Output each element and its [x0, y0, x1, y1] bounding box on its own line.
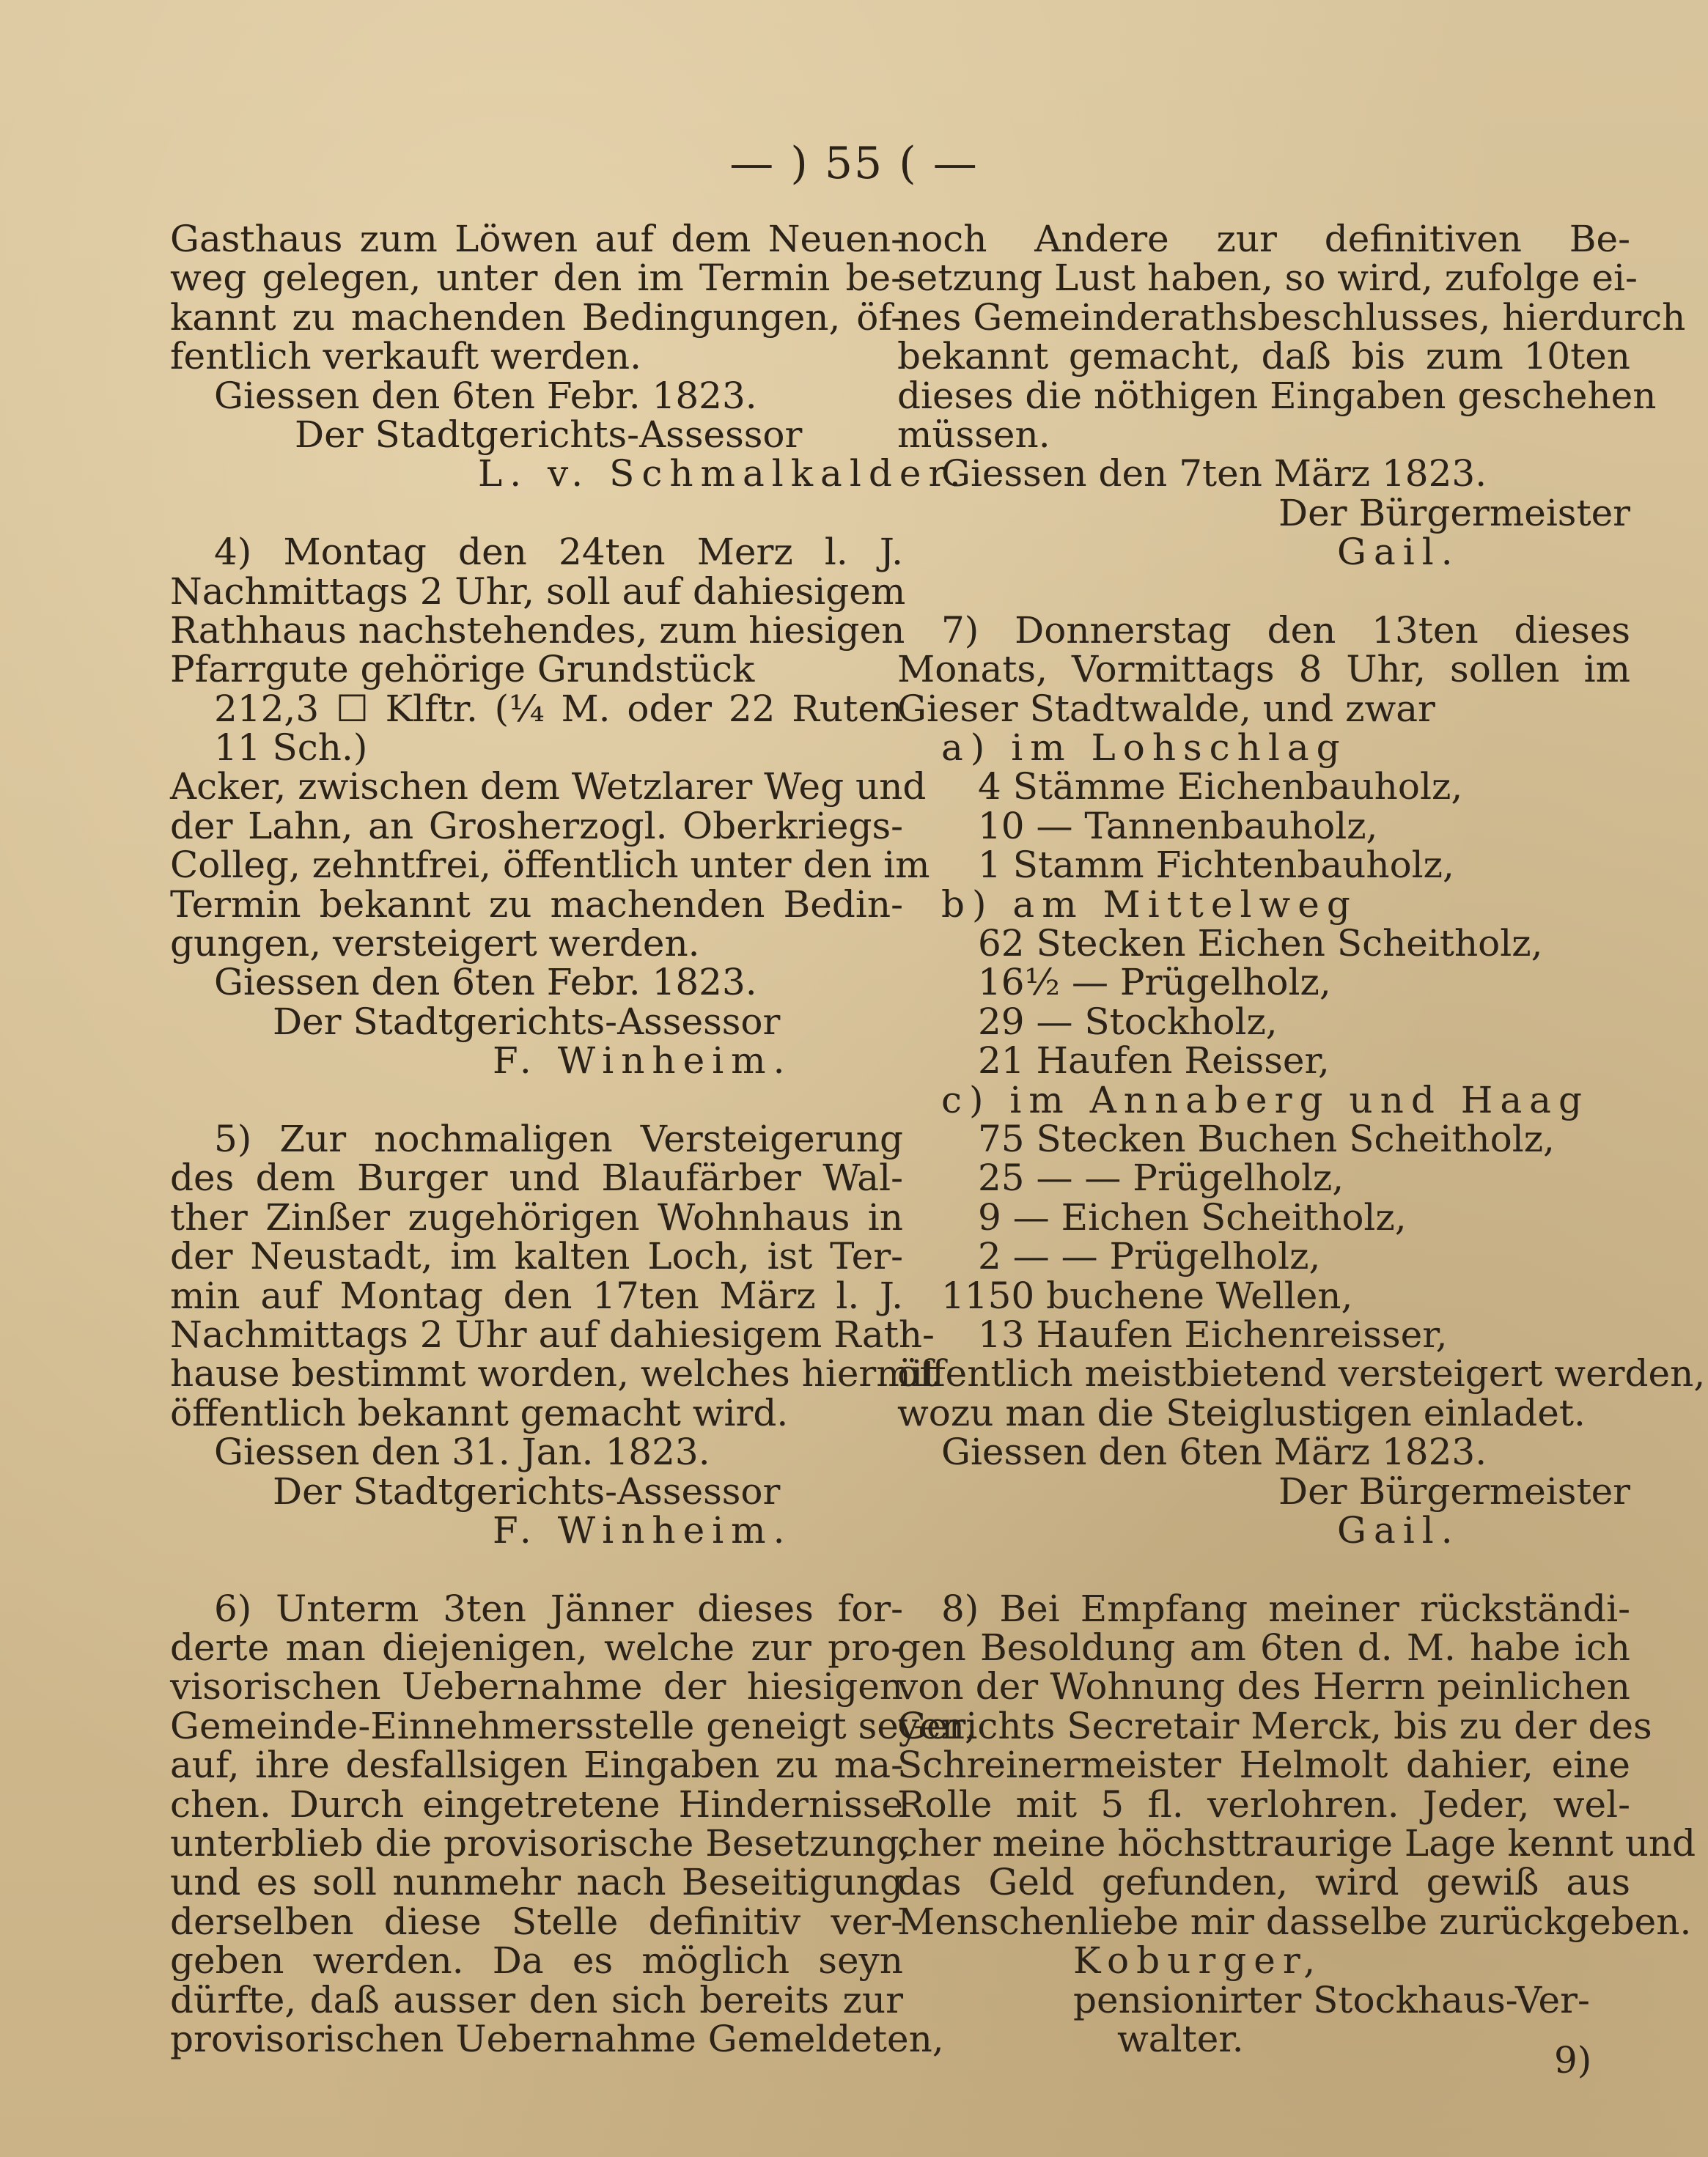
- text-line: öffentlich bekannt gemacht wird.: [170, 1391, 789, 1434]
- notice-4-grundstueck: [170, 531, 930, 1083]
- text-line: Nachmittags 2 Uhr, soll auf dahiesigem: [170, 569, 906, 613]
- text-line: noch Andere zur definitiven Be-: [897, 218, 1630, 260]
- right-column: [897, 218, 1706, 2060]
- list-item: 9 — Eichen Scheitholz,: [978, 1195, 1407, 1239]
- text-line: geben werden. Da es möglich seyn: [170, 1939, 903, 1983]
- text-line: 8) Bei Empfang meiner rückständi-: [941, 1587, 1630, 1630]
- text-line: von der Wohnung des Herrn peinlichen: [897, 1665, 1630, 1708]
- text-line: Menschenliebe mir dasselbe zurückgeben.: [897, 1900, 1692, 1943]
- text-line: cher meine höchsttraurige Lage kennt und: [897, 1822, 1696, 1865]
- text-line: Rolle mit 5 fl. verlohren. Jeder, wel-: [897, 1782, 1630, 1826]
- signer-name: L. v. Schmalkalder.: [478, 452, 968, 495]
- list-item: 25 — — Prügelholz,: [978, 1157, 1344, 1200]
- text-line: dieses die nöthigen Eingaben geschehen: [897, 374, 1657, 417]
- text-line: Rathhaus nachstehendes, zum hiesigen: [170, 608, 905, 652]
- signer-name: Gail.: [1337, 1508, 1460, 1552]
- signer-name: Koburger,: [1073, 1939, 1323, 1983]
- text-line: provisorischen Uebernahme Gemeldeten,: [170, 2017, 944, 2060]
- text-line: 5) Zur nochmaligen Versteigerung: [214, 1117, 903, 1160]
- signer-title: Der Bürgermeister: [1278, 491, 1631, 534]
- notice-8-verlust: [897, 1587, 1696, 2060]
- page-header: — ) 55 ( —: [729, 138, 979, 189]
- catchword: 9): [1554, 2039, 1592, 2082]
- text-line: das Geld gefunden, wird gewiß aus: [897, 1861, 1630, 1904]
- signer-title: Der Bürgermeister: [1278, 1470, 1631, 1513]
- list-item: 29 — Stockholz,: [978, 1000, 1278, 1043]
- list-item: 4 Stämme Eichenbauholz,: [978, 765, 1463, 808]
- text-line: visorischen Uebernahme der hiesigen: [170, 1665, 903, 1708]
- text-line: chen. Durch eingetretene Hindernisse: [170, 1782, 903, 1826]
- text-line: 6) Unterm 3ten Jänner dieses for-: [214, 1587, 903, 1630]
- list-item: 21 Haufen Reisser,: [978, 1039, 1330, 1083]
- text-line: der Neustadt, im kalten Loch, ist Ter-: [170, 1235, 903, 1278]
- text-line: gen Besoldung am 6ten d. M. habe ich: [897, 1626, 1630, 1670]
- text-line: Colleg, zehntfrei, öffentlich unter den im: [170, 844, 930, 887]
- text-line: derselben diese Stelle definitiv ver-: [170, 1900, 903, 1943]
- text-line: Schreinermeister Helmolt dahier, eine: [897, 1744, 1630, 1787]
- section-heading-c: c) im Annaberg und Haag: [941, 1078, 1589, 1121]
- notice-6-continued: [897, 218, 1686, 574]
- signer-title: pensionirter Stockhaus-Ver-: [1073, 1978, 1590, 2021]
- text-line: Termin bekannt zu machenden Bedin-: [170, 882, 903, 926]
- text-line: Gasthaus zum Löwen auf dem Neuen-: [170, 218, 903, 260]
- list-item: 1150 buchene Wellen,: [941, 1274, 1353, 1317]
- text-line: Gieser Stadtwalde, und zwar: [897, 687, 1435, 730]
- notice-7-holzversteigerung: [897, 608, 1706, 1552]
- text-line: nes Gemeinderathsbeschlusses, hierdurch: [897, 295, 1686, 339]
- text-line: müssen.: [897, 413, 1050, 456]
- list-item: 75 Stecken Buchen Scheitholz,: [978, 1117, 1555, 1160]
- signer-name: F. Winheim.: [493, 1039, 792, 1083]
- text-line: 212,3 ☐ Klftr. (¼ M. oder 22 Ruten: [214, 687, 903, 730]
- text-line: und es soll nunmehr nach Beseitigung: [170, 1861, 903, 1904]
- text-line: Monats, Vormittags 8 Uhr, sollen im: [897, 648, 1630, 691]
- list-item: 1 Stamm Fichtenbauholz,: [978, 844, 1454, 887]
- text-line: kannt zu machenden Bedingungen, öf-: [170, 295, 903, 339]
- text-line: unterblieb die provisorische Besetzung,: [170, 1822, 911, 1865]
- signer-name: F. Winheim.: [493, 1508, 792, 1552]
- notice-5-versteigerung: [170, 1117, 938, 1552]
- text-line: öffentlich meistbietend versteigert werden,: [897, 1352, 1706, 1395]
- text-line: Gemeinde-Einnehmersstelle geneigt seyen,: [170, 1704, 976, 1747]
- text-line: gungen, versteigert werden.: [170, 922, 700, 965]
- text-line: setzung Lust haben, so wird, zufolge ei-: [897, 257, 1638, 300]
- text-line: wozu man die Steiglustigen einladet.: [897, 1391, 1586, 1434]
- text-line: 4) Montag den 24ten Merz l. J.: [214, 531, 903, 574]
- text-line: derte man diejenigen, welche zur pro-: [170, 1626, 903, 1670]
- text-line: des dem Burger und Blaufärber Wal-: [170, 1157, 903, 1200]
- text-line: fentlich verkauft werden.: [170, 335, 641, 378]
- text-line: Pfarrgute gehörige Grundstück: [170, 648, 755, 691]
- text-line: auf, ihre desfallsigen Eingaben zu ma-: [170, 1744, 903, 1787]
- text-line: Nachmittags 2 Uhr auf dahiesigem Rath-: [170, 1313, 935, 1356]
- signer-title: Der Stadtgerichts-Assessor: [273, 1000, 781, 1043]
- text-line: der Lahn, an Grosherzogl. Oberkriegs-: [170, 804, 903, 847]
- notice-date: Giessen den 7ten März 1823.: [941, 452, 1487, 495]
- list-item: 10 — Tannenbauholz,: [978, 804, 1378, 847]
- text-line: Gerichts Secretair Merck, bis zu der des: [897, 1704, 1652, 1747]
- text-line: dürfte, daß ausser den sich bereits zur: [170, 1978, 903, 2021]
- text-line: min auf Montag den 17ten März l. J.: [170, 1274, 903, 1317]
- notice-6-gemeinde: [170, 1587, 976, 2060]
- signer-title: Der Stadtgerichts-Assessor: [273, 1470, 781, 1513]
- text-line: ther Zinßer zugehörigen Wohnhaus in: [170, 1195, 903, 1239]
- notice-date: Giessen den 31. Jan. 1823.: [214, 1431, 710, 1474]
- list-item: 16½ — Prügelholz,: [978, 961, 1331, 1004]
- signer-name: Gail.: [1337, 531, 1460, 574]
- notice-date: Giessen den 6ten März 1823.: [941, 1431, 1487, 1474]
- text-line: 11 Sch.): [214, 726, 368, 770]
- list-item: 62 Stecken Eichen Scheitholz,: [978, 922, 1543, 965]
- section-heading-a: a) im Lohschlag: [941, 726, 1347, 770]
- text-line: bekannt gemacht, daß bis zum 10ten: [897, 335, 1630, 378]
- notice-date: Giessen den 6ten Febr. 1823.: [214, 961, 757, 1004]
- text-line: weg gelegen, unter den im Termin be-: [170, 257, 903, 300]
- notice-date: Giessen den 6ten Febr. 1823.: [214, 374, 757, 417]
- signer-title-continued: walter.: [1117, 2017, 1244, 2060]
- signer-title: Der Stadtgerichts-Assessor: [295, 413, 803, 456]
- text-line: 7) Donnerstag den 13ten dieses: [941, 608, 1630, 652]
- section-heading-b: b) am Mittelweg: [941, 882, 1358, 926]
- notice-gasthaus: [170, 218, 968, 495]
- list-item: 2 — — Prügelholz,: [978, 1235, 1321, 1278]
- text-line: hause bestimmt worden, welches hiermit: [170, 1352, 938, 1395]
- list-item: 13 Haufen Eichenreisser,: [978, 1313, 1448, 1356]
- text-line: Acker, zwischen dem Wetzlarer Weg und: [170, 765, 927, 808]
